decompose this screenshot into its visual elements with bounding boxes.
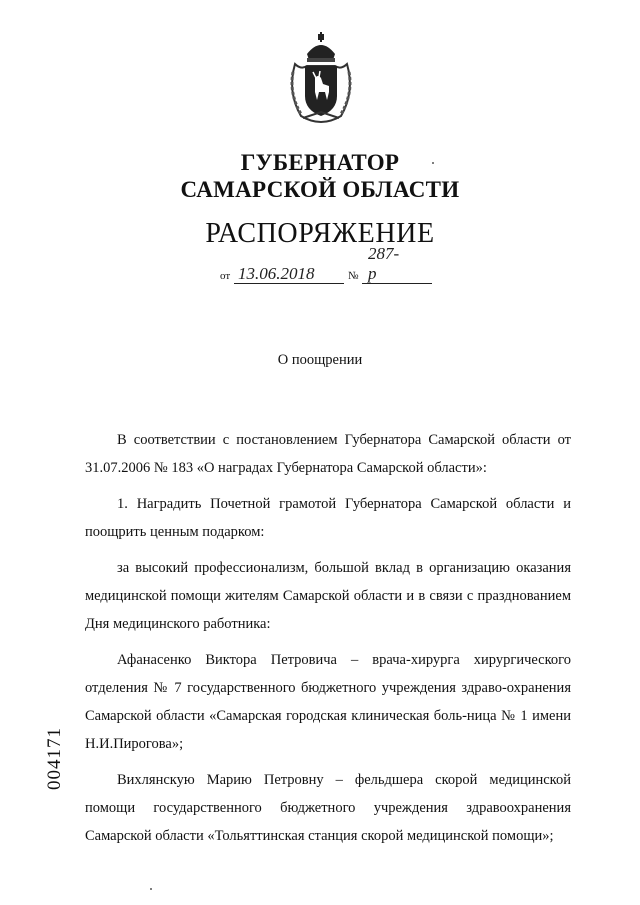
number-prefix: № — [348, 270, 359, 282]
paragraph-item-1: 1. Наградить Почетной грамотой Губернатора Самарской области и поощрить ценным подарком: — [85, 496, 571, 540]
header-title-line2: САМАРСКОЙ ОБЛАСТИ — [180, 177, 460, 202]
side-serial-number: 004171 — [44, 727, 65, 790]
date-value: 13.06.2018 — [238, 264, 315, 283]
document-body — [85, 426, 571, 858]
coat-of-arms-emblem — [285, 32, 357, 124]
header-title-line1: ГУБЕРНАТОР — [240, 150, 400, 175]
scan-speck — [432, 162, 434, 164]
paragraph-basis: В соответствии с постановлением Губернатора Самарской области от 31.07.2006 № 183 «О наградах Губернатора Самарской области»: — [85, 432, 571, 476]
paragraph-reason: за высокий профессионализм, большой вклад в организацию оказания медицинской помощи жителям Самарской области и в связи с празднованием Дня медицинского работника: — [85, 560, 571, 632]
paragraph-awardee-1: Афанасенко Виктора Петровича – врача-хирурга хирургического отделения № 7 государственного бюджетного учреждения здраво-охранения Самарской области «Самарская городская клиническая боль-ница № 1 имени Н.И.Пирогова»; — [85, 652, 571, 752]
paragraph-awardee-2: Вихлянскую Марию Петровну – фельдшера скорой медицинской помощи государственного бюджетного учреждения здравоохранения Самарской области «Тольяттинская станция скорой медицинской помощи»; — [85, 772, 571, 844]
date-prefix: от — [220, 270, 231, 282]
document-type: РАСПОРЯЖЕНИЕ — [205, 218, 435, 249]
document-subject: О поощрении — [277, 352, 363, 368]
scan-speck — [150, 888, 152, 890]
number-value: 287-р — [368, 244, 400, 283]
